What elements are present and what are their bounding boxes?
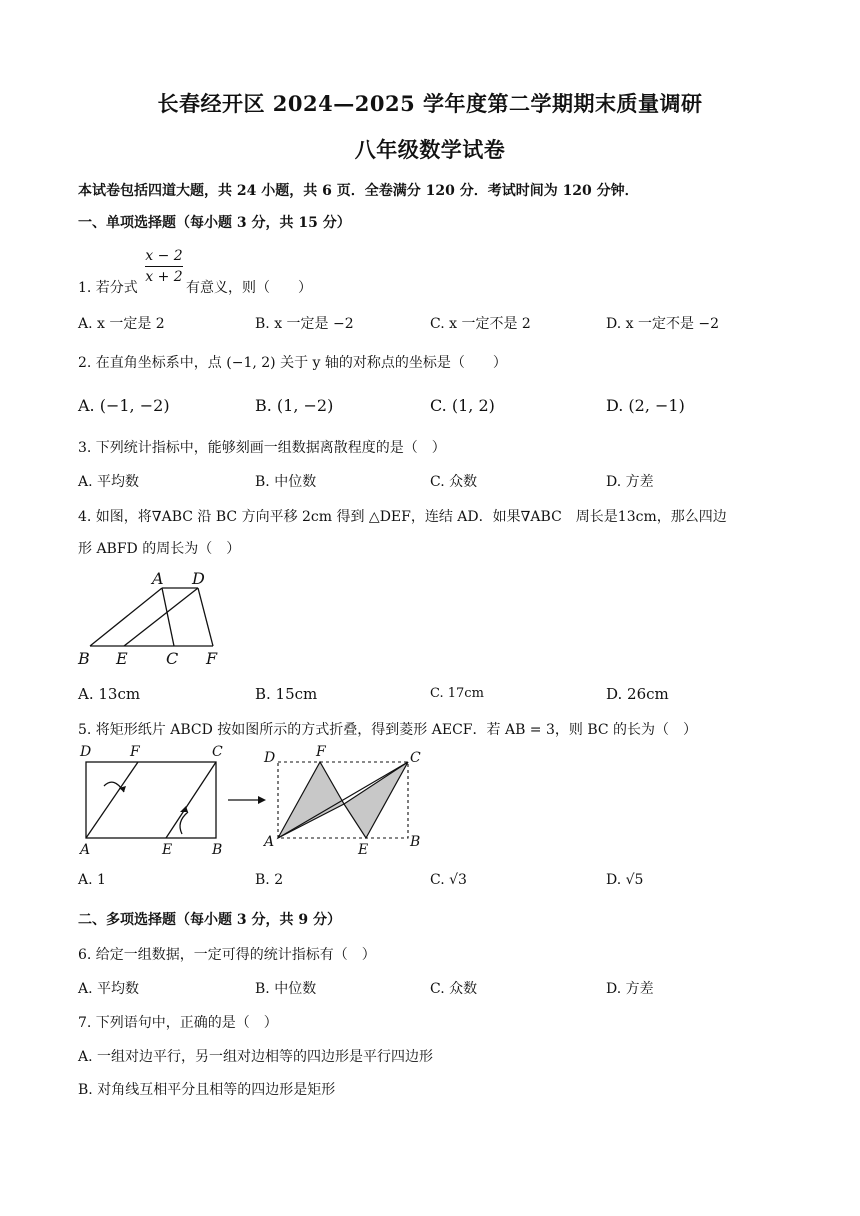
section1-heading: 一、单项选择题（每小题 3 分，共 15 分） [78,215,351,231]
q4-stem-line1: 4. 如图，将∇ABC 沿 BC 方向平移 2cm 得到 △DEF，连结 AD．如果∇ABC 周长是13cm，那么四边 [78,509,727,525]
q5-left-label-b: B [212,842,223,858]
q1-fraction-numerator: x − 2 [145,248,183,267]
q3-option-b[interactable]: B. 中位数 [255,474,317,490]
q4-label-b: B [78,649,90,668]
q1-option-c[interactable]: C. x 一定不是 2 [430,316,531,332]
q5-stem: 5. 将矩形纸片 ABCD 按如图所示的方式折叠，得到菱形 AECF．若 AB = 3，则 BC 的长为（ ） [78,722,698,738]
q5-option-b[interactable]: B. 2 [255,872,284,888]
q4-figure-translated-triangles [76,566,226,670]
q5-right-label-d: D [264,750,276,766]
q5-left-label-f: F [130,744,140,760]
q5-option-a[interactable]: A. 1 [78,872,106,888]
q1-option-a[interactable]: A. x 一定是 2 [78,316,165,332]
q4-label-f: F [206,649,218,668]
q4-option-c[interactable]: C. 17cm [430,686,484,701]
q4-label-e: E [116,649,128,668]
q3-option-c[interactable]: C. 众数 [430,474,478,490]
arrow-right-icon [258,796,266,804]
q7-stem: 7. 下列语句中，正确的是（ ） [78,1015,278,1031]
q1-stem-tail: 有意义，则（ ） [186,280,312,296]
q2-option-b[interactable]: B. (1, −2) [255,396,334,415]
q6-option-b[interactable]: B. 中位数 [255,981,317,997]
section2-heading: 二、多项选择题（每小题 3 分，共 9 分） [78,912,341,928]
exam-title: 长春经开区 2024—2025 学年度第二学期期末质量调研 [157,91,703,116]
q1-option-b[interactable]: B. x 一定是 −2 [255,316,354,332]
q5-figure-folded-rectangle [76,742,436,862]
q6-stem: 6. 给定一组数据，一定可得的统计指标有（ ） [78,947,376,963]
q4-label-d: D [192,569,205,588]
q6-option-d[interactable]: D. 方差 [606,981,654,997]
q3-stem: 3. 下列统计指标中，能够刻画一组数据离散程度的是（ ） [78,440,446,456]
q1-fraction-denominator: x + 2 [145,269,183,285]
q2-stem: 2. 在直角坐标系中，点 (−1, 2) 关于 y 轴的对称点的坐标是（ ） [78,355,507,371]
q2-option-c[interactable]: C. (1, 2) [430,396,495,415]
q5-option-d[interactable]: D. √5 [606,872,644,888]
q6-option-a[interactable]: A. 平均数 [78,981,140,997]
q4-option-b[interactable]: B. 15cm [255,685,318,703]
q2-option-d[interactable]: D. (2, −1) [606,396,685,415]
q5-right-label-a: A [264,834,275,850]
q5-left-label-e: E [162,842,173,858]
q5-right-label-f: F [316,744,326,760]
q4-stem-line2: 形 ABFD 的周长为（ ） [78,541,241,557]
exam-intro: 本试卷包括四道大题，共 24 小题，共 6 页．全卷满分 120 分．考试时间为 120 分钟． [78,183,639,199]
q5-right-label-b: B [410,834,421,850]
q6-option-c[interactable]: C. 众数 [430,981,478,997]
q7-option-a[interactable]: A. 一组对边平行，另一组对边相等的四边形是平行四边形 [78,1049,434,1065]
q4-option-d[interactable]: D. 26cm [606,685,669,703]
q3-option-a[interactable]: A. 平均数 [78,474,140,490]
q4-label-a: A [152,569,164,588]
q5-left-label-d: D [80,744,92,760]
q4-option-a[interactable]: A. 13cm [78,685,141,703]
q5-right-label-e: E [358,842,369,858]
q5-option-c[interactable]: C. √3 [430,872,467,888]
q5-left-label-a: A [80,842,91,858]
q2-option-a[interactable]: A. (−1, −2) [78,396,170,415]
q1-stem: 1. 若分式 [78,280,138,296]
q5-left-label-c: C [212,744,223,760]
q1-fraction [145,248,183,285]
q3-option-d[interactable]: D. 方差 [606,474,654,490]
q7-option-b[interactable]: B. 对角线互相平分且相等的四边形是矩形 [78,1082,336,1098]
q4-label-c: C [166,649,179,668]
exam-subtitle: 八年级数学试卷 [354,137,506,162]
q5-right-label-c: C [410,750,421,766]
q1-option-d[interactable]: D. x 一定不是 −2 [606,316,720,332]
